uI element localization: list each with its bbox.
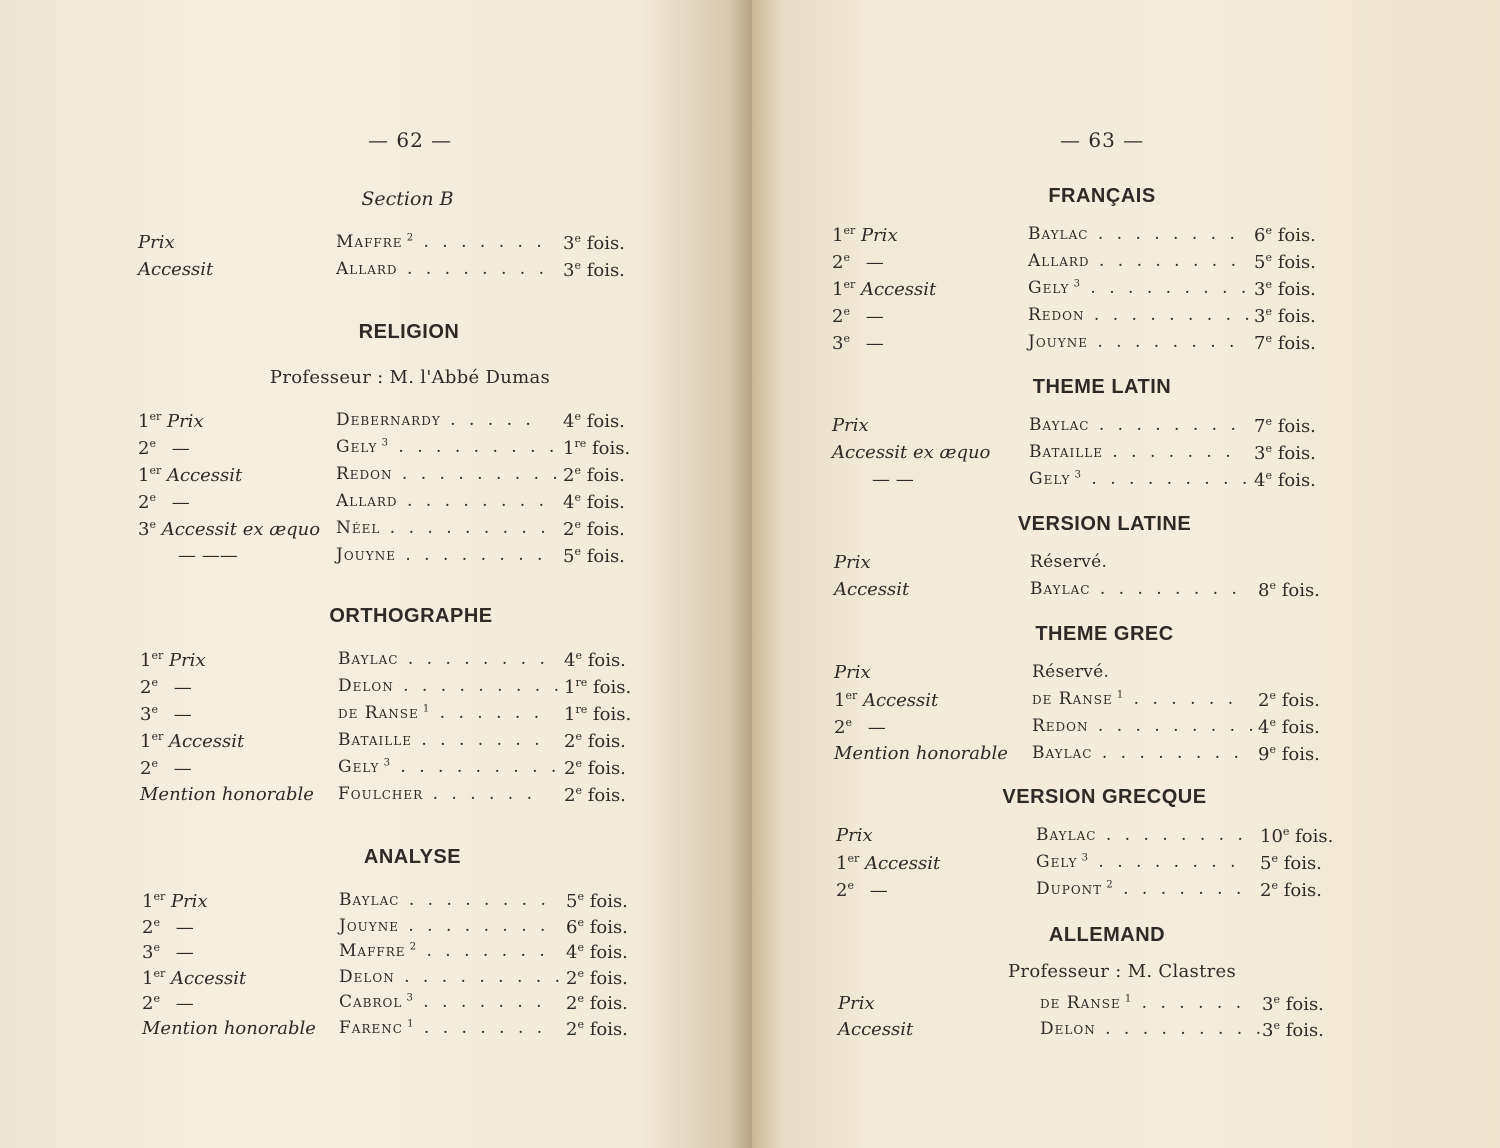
award-row <box>834 662 1354 689</box>
award-label: Prix <box>838 993 875 1014</box>
section-title-version-latine: VERSION LATINE <box>1017 513 1192 535</box>
section-title-theme-latin: THEME LATIN <box>1032 376 1172 398</box>
award-row <box>140 730 660 757</box>
times-count: 4e fois. <box>564 649 626 671</box>
award-row <box>836 825 1356 852</box>
times-count: 3e fois. <box>563 232 625 254</box>
times-count: 5e fois. <box>1254 251 1316 273</box>
times-count: 4e fois. <box>1258 716 1320 738</box>
award-label: Accessit <box>138 259 214 280</box>
times-count: 5e fois. <box>563 545 625 567</box>
student-name: Foulcher . . . . . . <box>338 784 537 804</box>
times-count: 2e fois. <box>1258 689 1320 711</box>
professor-line: Professeur : M. l'Abbé Dumas <box>269 367 551 388</box>
award-row <box>832 442 1352 469</box>
student-name: Jouyne . . . . . . . . <box>336 545 547 565</box>
times-count: 5e fois. <box>1260 852 1322 874</box>
times-count: 6e fois. <box>566 915 628 938</box>
award-label: 2e — <box>140 676 192 698</box>
award-row <box>834 552 1354 579</box>
award-label: 2e — <box>138 437 190 459</box>
student-name: de Ranse $^1$ . . . . . . <box>1032 689 1238 709</box>
times-count: 3e fois. <box>563 259 625 281</box>
times-count: 2e fois. <box>1260 879 1322 901</box>
award-row <box>140 784 660 811</box>
student-name: Dupont $^2$ . . . . . . . <box>1036 879 1246 899</box>
section-title-analyse: ANALYSE <box>363 846 462 868</box>
section-title-francais: FRANÇAIS <box>1048 185 1156 207</box>
award-row <box>832 415 1352 442</box>
student-name: Cabrol $^3$ . . . . . . . <box>339 992 546 1012</box>
award-label: 1er Prix <box>142 890 208 912</box>
page-number: — 63 — <box>1060 128 1145 152</box>
award-row <box>138 545 658 572</box>
award-row <box>138 464 658 491</box>
times-count: 3e fois. <box>1262 993 1324 1015</box>
award-row <box>142 890 662 917</box>
student-name: Gely $^3$ . . . . . . . . . <box>1029 469 1252 489</box>
section-title-religion: RELIGION <box>358 321 460 343</box>
award-row <box>138 518 658 545</box>
award-row <box>142 967 662 994</box>
times-count: 1re fois. <box>564 676 632 698</box>
student-name: Baylac . . . . . . . . <box>1030 579 1241 599</box>
student-name: Delon . . . . . . . . . <box>339 966 564 987</box>
section-title-orthographe: ORTHOGRAPHE <box>329 605 493 627</box>
award-row <box>142 992 662 1019</box>
times-count: 7e fois. <box>1254 415 1316 437</box>
award-label: 2e — <box>832 251 884 273</box>
award-label: — — <box>872 469 914 490</box>
award-row <box>834 743 1354 770</box>
award-row <box>838 1019 1358 1046</box>
award-row <box>138 437 658 464</box>
award-label: Accessit ex æquo <box>832 442 991 463</box>
award-label: 2e — <box>836 879 888 901</box>
student-name: de Ranse $^1$ . . . . . . <box>1040 993 1246 1013</box>
award-label: 2e — <box>138 491 190 513</box>
award-row <box>834 716 1354 743</box>
student-name: Bataille . . . . . . . <box>338 730 544 750</box>
award-label: Prix <box>138 232 175 253</box>
student-name: Baylac . . . . . . . . <box>338 649 549 669</box>
award-label: Accessit <box>838 1019 914 1040</box>
award-row <box>832 332 1352 359</box>
student-name: Baylac . . . . . . . . <box>1029 415 1240 435</box>
student-name: Baylac . . . . . . . . <box>1032 743 1243 763</box>
times-count: 3e fois. <box>1254 278 1316 300</box>
student-name: Jouyne . . . . . . . . <box>1028 332 1239 352</box>
student-name: Bataille . . . . . . . <box>1029 442 1235 462</box>
award-row <box>832 224 1352 251</box>
student-name: Maffre $^2$ . . . . . . . <box>339 941 549 961</box>
award-label: 2e — <box>832 305 884 327</box>
student-name: Delon . . . . . . . . . <box>338 676 563 696</box>
award-label: 3e — <box>140 703 192 725</box>
section-title-version-grecque: VERSION GRECQUE <box>1002 786 1207 808</box>
award-row <box>142 1018 662 1045</box>
award-label: 1er Accessit <box>836 852 941 874</box>
times-count: 2e fois. <box>564 784 626 806</box>
right-page <box>752 0 1500 1148</box>
times-count: 3e fois. <box>1254 442 1316 464</box>
times-count: 2e fois. <box>563 518 625 540</box>
award-row <box>834 689 1354 716</box>
student-name: Redon . . . . . . . . . <box>336 464 562 484</box>
award-label: 2e — <box>834 716 886 738</box>
times-count: 2e fois. <box>566 1017 628 1040</box>
student-name: Delon . . . . . . . . . <box>1040 1019 1265 1039</box>
award-row <box>838 993 1358 1020</box>
times-count: 4e fois. <box>563 491 625 513</box>
times-count: 4e fois. <box>1254 469 1316 491</box>
award-row <box>142 941 662 968</box>
subsection-title: Section B <box>361 188 454 210</box>
student-name: Gely $^3$ . . . . . . . . . <box>338 757 561 777</box>
award-label: Prix <box>834 662 871 683</box>
times-count: 2e fois. <box>566 966 628 989</box>
award-row <box>140 703 660 730</box>
times-count: 3e fois. <box>1262 1019 1324 1041</box>
times-count: 1re fois. <box>563 437 631 459</box>
award-row <box>836 879 1356 906</box>
award-row <box>140 676 660 703</box>
award-label: 1er Prix <box>832 224 898 246</box>
award-row <box>834 579 1354 606</box>
student-name: Allard . . . . . . . . <box>336 259 549 279</box>
award-label: 2e — <box>142 992 194 1014</box>
times-count: 10e fois. <box>1260 825 1334 847</box>
award-label: Prix <box>836 825 873 846</box>
student-name: Allard . . . . . . . . <box>1028 251 1241 271</box>
award-label: 1er Accessit <box>832 278 937 300</box>
award-row <box>832 305 1352 332</box>
student-name: Baylac . . . . . . . . <box>1036 825 1247 845</box>
award-label: — —— <box>178 545 238 566</box>
award-row <box>832 251 1352 278</box>
award-label: 2e — <box>140 757 192 779</box>
student-name: Réservé. <box>1030 552 1108 572</box>
times-count: 2e fois. <box>563 464 625 486</box>
student-name: Farenc $^1$ . . . . . . . <box>339 1017 547 1038</box>
award-label: Accessit <box>834 579 910 600</box>
award-row <box>140 649 660 676</box>
student-name: Gely $^3$ . . . . . . . . . <box>1028 278 1251 298</box>
student-name: Debernardy . . . . . <box>336 410 535 430</box>
award-label: Prix <box>832 415 869 436</box>
student-name: de Ranse $^1$ . . . . . . <box>338 703 544 723</box>
professor-line: Professeur : M. Clastres <box>1008 961 1236 982</box>
times-count: 6e fois. <box>1254 224 1316 246</box>
student-name: Maffre $^2$ . . . . . . . <box>336 232 546 252</box>
student-name: Redon . . . . . . . . . <box>1032 716 1258 736</box>
award-row <box>142 916 662 943</box>
section-title-allemand: ALLEMAND <box>1048 924 1166 946</box>
student-name: Allard . . . . . . . . <box>336 491 549 511</box>
times-count: 2e fois. <box>564 730 626 752</box>
student-name: Jouyne . . . . . . . . <box>339 915 550 936</box>
award-label: 1er Accessit <box>138 464 243 486</box>
student-name: Gely $^3$ . . . . . . . . . <box>336 437 559 457</box>
times-count: 7e fois. <box>1254 332 1316 354</box>
times-count: 9e fois. <box>1258 743 1320 765</box>
times-count: 2e fois. <box>566 992 628 1014</box>
award-label: 1er Prix <box>140 649 206 671</box>
times-count: 4e fois. <box>566 941 628 963</box>
student-name: Baylac . . . . . . . . <box>339 890 550 910</box>
award-row <box>832 469 1352 496</box>
award-row <box>138 259 658 286</box>
student-name: Gely $^3$ . . . . . . . . <box>1036 852 1240 872</box>
student-name: Redon . . . . . . . . . <box>1028 305 1254 325</box>
award-label: Mention honorable <box>140 784 314 805</box>
times-count: 5e fois. <box>566 890 628 912</box>
award-label: Mention honorable <box>142 1017 316 1039</box>
award-label: 1er Accessit <box>142 966 247 989</box>
page-number: — 62 — <box>368 128 453 152</box>
award-label: 3e — <box>142 941 194 963</box>
student-name: Réservé. <box>1032 662 1110 682</box>
times-count: 4e fois. <box>563 410 625 432</box>
student-name: Néel . . . . . . . . . <box>336 518 550 538</box>
award-row <box>140 757 660 784</box>
award-row <box>138 410 658 437</box>
award-label: Mention honorable <box>834 743 1008 764</box>
award-row <box>138 491 658 518</box>
section-title-theme-grec: THEME GREC <box>1035 623 1174 645</box>
award-label: 3e — <box>832 332 884 354</box>
times-count: 8e fois. <box>1258 579 1320 601</box>
times-count: 1re fois. <box>564 703 632 725</box>
award-label: 2e — <box>142 915 194 938</box>
times-count: 2e fois. <box>564 757 626 779</box>
award-label: Prix <box>834 552 871 573</box>
award-row <box>836 852 1356 879</box>
award-label: 1er Accessit <box>834 689 939 711</box>
times-count: 3e fois. <box>1254 305 1316 327</box>
award-row <box>832 278 1352 305</box>
award-label: 3e Accessit ex æquo <box>138 518 321 540</box>
award-label: 1er Prix <box>138 410 204 432</box>
award-label: 1er Accessit <box>140 730 245 752</box>
award-row <box>138 232 658 259</box>
student-name: Baylac . . . . . . . . <box>1028 224 1239 244</box>
